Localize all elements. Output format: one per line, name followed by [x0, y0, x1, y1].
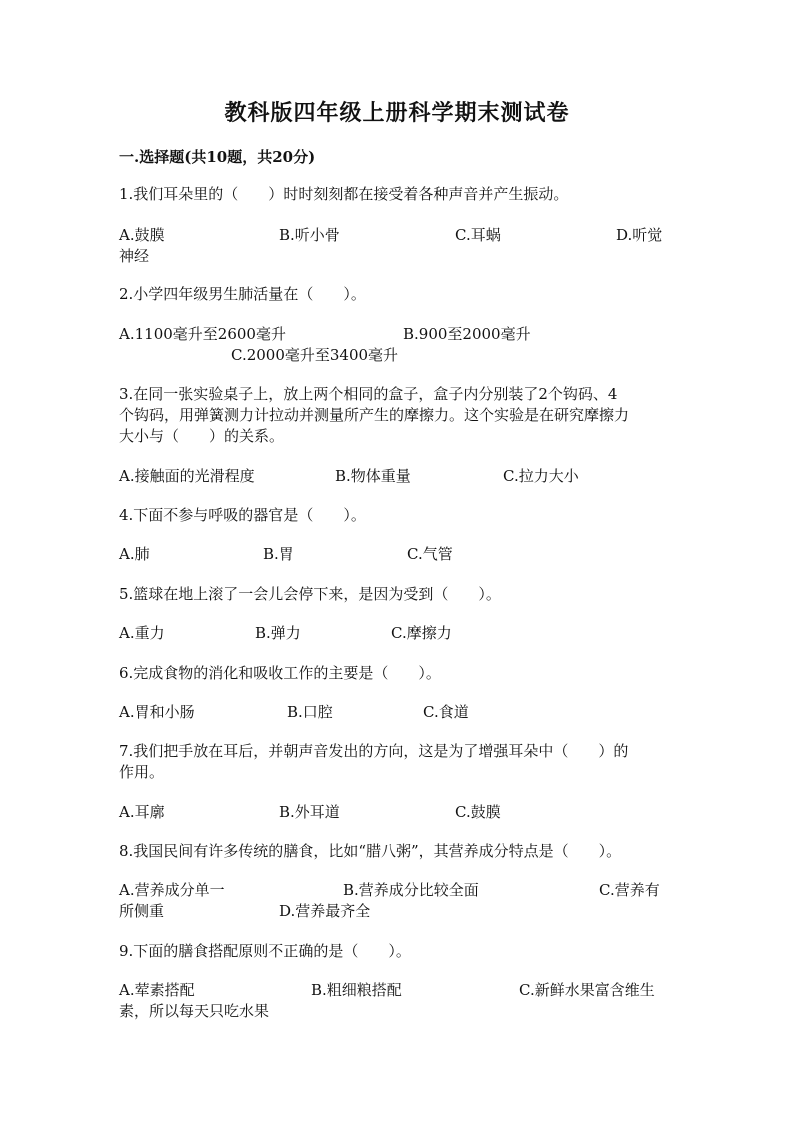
question-7-option-c[interactable]: C.鼓膜	[455, 803, 501, 821]
question-8-option-a[interactable]: A.营养成分单一	[119, 881, 225, 899]
question-4-stem: 4.下面不参与呼吸的器官是（ ）。	[119, 506, 366, 524]
question-4-option-c[interactable]: C.气管	[407, 545, 453, 563]
question-7-stem-line2: 作用。	[119, 763, 165, 781]
question-8-option-d[interactable]: D.营养最齐全	[279, 902, 371, 920]
question-7-option-a[interactable]: A.耳廓	[119, 803, 165, 821]
question-6-option-a[interactable]: A.胃和小肠	[119, 703, 195, 721]
question-5-option-c[interactable]: C.摩擦力	[391, 624, 452, 642]
question-5-option-b[interactable]: B.弹力	[255, 624, 301, 642]
question-6-stem: 6.完成食物的消化和吸收工作的主要是（ ）。	[119, 664, 441, 682]
question-3-stem-line2: 个钩码，用弹簧测力计拉动并测量所产生的摩擦力。这个实验是在研究摩擦力	[119, 406, 630, 424]
question-9-option-c[interactable]: C.新鲜水果富含维生	[519, 981, 655, 999]
question-8-option-b[interactable]: B.营养成分比较全面	[343, 881, 479, 899]
question-1-option-d-cont: 神经	[119, 247, 150, 265]
question-2-stem: 2.小学四年级男生肺活量在（ ）。	[119, 285, 366, 303]
question-9-stem: 9.下面的膳食搭配原则不正确的是（ ）。	[119, 942, 411, 960]
question-7-stem-line1: 7.我们把手放在耳后，并朝声音发出的方向，这是为了增强耳朵中（ ）的	[119, 742, 629, 760]
section-heading: 一.选择题(共10题，共20分)	[119, 148, 316, 166]
question-5-option-a[interactable]: A.重力	[119, 624, 165, 642]
question-5-stem: 5.篮球在地上滚了一会儿会停下来，是因为受到（ ）。	[119, 585, 501, 603]
question-1-option-d[interactable]: D.听觉	[616, 226, 663, 244]
question-4-option-a[interactable]: A.肺	[119, 545, 150, 563]
question-8-option-c[interactable]: C.营养有	[599, 881, 660, 899]
question-6-option-b[interactable]: B.口腔	[287, 703, 333, 721]
page-title: 教科版四年级上册科学期末测试卷	[224, 100, 570, 126]
question-4-option-b[interactable]: B.胃	[263, 545, 294, 563]
question-9-option-c-cont: 素，所以每天只吃水果	[119, 1002, 270, 1020]
question-8-option-c-cont: 所侧重	[119, 902, 165, 920]
question-9-option-a[interactable]: A.荤素搭配	[119, 981, 195, 999]
question-3-option-b[interactable]: B.物体重量	[335, 467, 411, 485]
question-1-stem: 1.我们耳朵里的（ ）时时刻刻都在接受着各种声音并产生振动。	[119, 185, 569, 203]
question-3-option-c[interactable]: C.拉力大小	[503, 467, 579, 485]
question-3-stem-line1: 3.在同一张实验桌子上，放上两个相同的盒子，盒子内分别装了2个钩码、4	[119, 385, 618, 403]
question-2-option-a[interactable]: A.1100毫升至2600毫升	[119, 325, 286, 343]
question-7-option-b[interactable]: B.外耳道	[279, 803, 340, 821]
question-6-option-c[interactable]: C.食道	[423, 703, 469, 721]
question-3-option-a[interactable]: A.接触面的光滑程度	[119, 467, 255, 485]
question-9-option-b[interactable]: B.粗细粮搭配	[311, 981, 402, 999]
question-1-option-a[interactable]: A.鼓膜	[119, 226, 165, 244]
question-1-option-c[interactable]: C.耳蜗	[455, 226, 501, 244]
question-3-stem-line3: 大小与（ ）的关系。	[119, 427, 285, 445]
question-2-option-c[interactable]: C.2000毫升至3400毫升	[231, 346, 399, 364]
question-1-option-b[interactable]: B.听小骨	[279, 226, 340, 244]
question-2-option-b[interactable]: B.900至2000毫升	[403, 325, 531, 343]
question-8-stem: 8.我国民间有许多传统的膳食，比如“腊八粥”，其营养成分特点是（ ）。	[119, 842, 622, 860]
